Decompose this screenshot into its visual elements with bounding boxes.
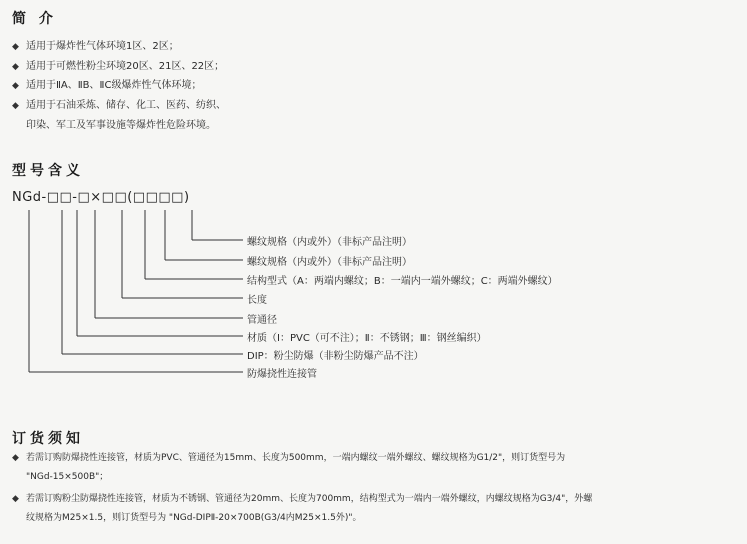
model-code: NGd-□□-□×□□(□□□□) (12, 190, 190, 205)
legend-label-material: 材质（Ⅰ：PVC（可不注）；Ⅱ：不锈钢；Ⅲ：钢丝编织） (247, 333, 487, 344)
intro-item-text: 适用于可燃性粉尘环境20区、21区、22区； (26, 61, 225, 72)
order-heading: 订货须知 (12, 431, 84, 447)
diamond-bullet-icon: ◆ (12, 81, 19, 91)
intro-item-text: 适用于石油采炼、储存、化工、医药、纺织、 (26, 100, 226, 111)
order-p2-line2: 纹规格为M25×1.5，则订货型号为 "NGd-DIPⅡ-20×700B(G3/4内M25×1.5外)"。 (26, 513, 362, 523)
legend-label-diameter: 管通径 (247, 315, 277, 326)
diamond-bullet-icon: ◆ (12, 62, 19, 72)
intro-item-text: 适用于ⅡA、ⅡB、ⅡC级爆炸性气体环境； (26, 80, 202, 91)
order-p1-line2: "NGd-15×500B"； (26, 472, 109, 482)
legend-label-thread-1: 螺纹规格（内或外）（非标产品注明） (247, 237, 412, 248)
diamond-bullet-icon: ◆ (12, 42, 19, 52)
legend-label-dip: DIP：粉尘防爆（非粉尘防爆产品不注） (247, 351, 424, 362)
intro-heading: 简 介 (12, 11, 57, 27)
model-heading: 型号含义 (12, 163, 84, 179)
order-paragraph-1 (12, 452, 565, 465)
diamond-bullet-icon: ◆ (12, 101, 19, 111)
legend-label-length: 长度 (247, 295, 267, 306)
diamond-bullet-icon: ◆ (12, 453, 19, 463)
legend-label-thread-2: 螺纹规格（内或外）（非标产品注明） (247, 257, 412, 268)
intro-item-text: 适用于爆炸性气体环境1区、2区； (26, 41, 179, 52)
diamond-bullet-icon: ◆ (12, 494, 19, 504)
order-p1-line1: 若需订购防爆挠性连接管，材质为PVC、管通径为15mm、长度为500mm，一端内螺纹一端外螺纹、螺纹规格为G1/2"，则订货型号为 (26, 453, 566, 463)
legend-label-structure: 结构型式（A：两端内螺纹；B：一端内一端外螺纹；C：两端外螺纹） (247, 276, 558, 287)
order-p2-line1: 若需订购粉尘防爆挠性连接管，材质为不锈钢、管通径为20mm、长度为700mm，结构型式为一端内一端外螺纹，内螺纹规格为G3/4"，外螺 (26, 494, 593, 504)
order-paragraph-2 (12, 493, 592, 506)
intro-item-continuation: 印染、军工及军事设施等爆炸性危险环境。 (26, 120, 216, 131)
legend-label-product: 防爆挠性连接管 (247, 369, 317, 380)
